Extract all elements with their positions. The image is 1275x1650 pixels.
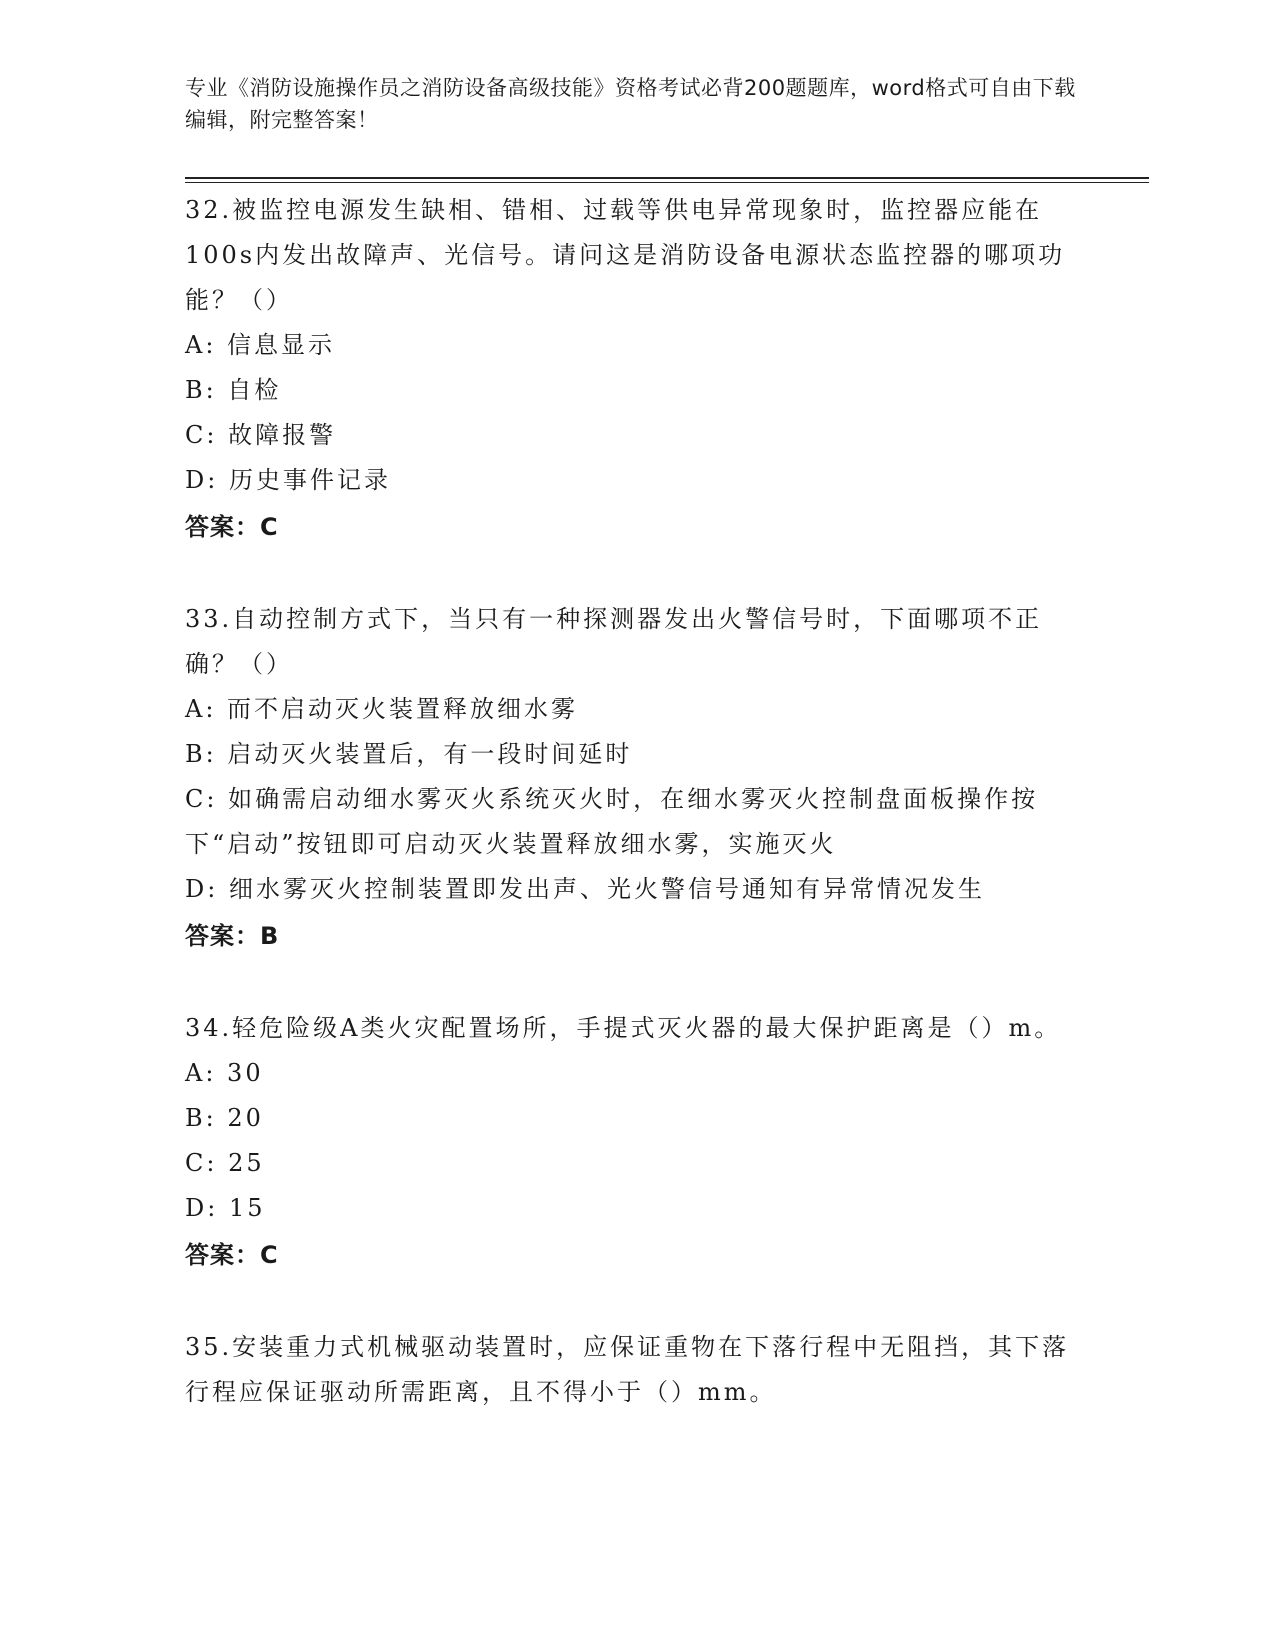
header-divider-thick [185,177,1149,179]
option-d: D: 15 [185,1194,266,1222]
option-d: D: 细水雾灭火控制装置即发出声、光火警信号通知有异常情况发生 [185,875,985,903]
header-divider-thin [185,182,1149,183]
option-b: B: 启动灭火装置后，有一段时间延时 [185,740,633,768]
option-a: A: 30 [185,1059,264,1087]
option-c: C: 如确需启动细水雾灭火系统灭火时，在细水雾灭火控制盘面板操作按下“启动”按钮即可启动灭火装置释放细水雾，实施灭火 [185,785,1039,858]
option-b: B: 自检 [185,376,282,404]
question-list [185,188,1085,1415]
option-c: C: 25 [185,1149,265,1177]
question-35 [185,1325,1085,1415]
page-header: 专业《消防设施操作员之消防设备高级技能》资格考试必背200题题库，word格式可自由下载编辑，附完整答案！ [185,76,1076,132]
question-stem: 33.自动控制方式下，当只有一种探测器发出火警信号时，下面哪项不正确？（） [185,605,1043,678]
answer: 答案：B [185,922,280,950]
question-stem: 35.安装重力式机械驱动装置时，应保证重物在下落行程中无阻挡，其下落行程应保证驱动所需距离，且不得小于（）mm。 [185,1333,1070,1406]
question-32 [185,188,1085,551]
option-c: C: 故障报警 [185,421,337,449]
answer: 答案：C [185,1241,279,1269]
option-d: D: 历史事件记录 [185,466,391,494]
answer: 答案：C [185,513,279,541]
option-a: A: 信息显示 [185,331,336,359]
question-33 [185,597,1085,960]
question-stem: 34.轻危险级A类火灾配置场所，手提式灭火器的最大保护距离是（）m。 [185,1014,1062,1042]
question-34 [185,1006,1085,1279]
option-a: A: 而不启动灭火装置释放细水雾 [185,695,579,723]
question-stem: 32.被监控电源发生缺相、错相、过载等供电异常现象时，监控器应能在100s内发出故障声、光信号。请问这是消防设备电源状态监控器的哪项功能？（） [185,196,1066,314]
option-b: B: 20 [185,1104,264,1132]
